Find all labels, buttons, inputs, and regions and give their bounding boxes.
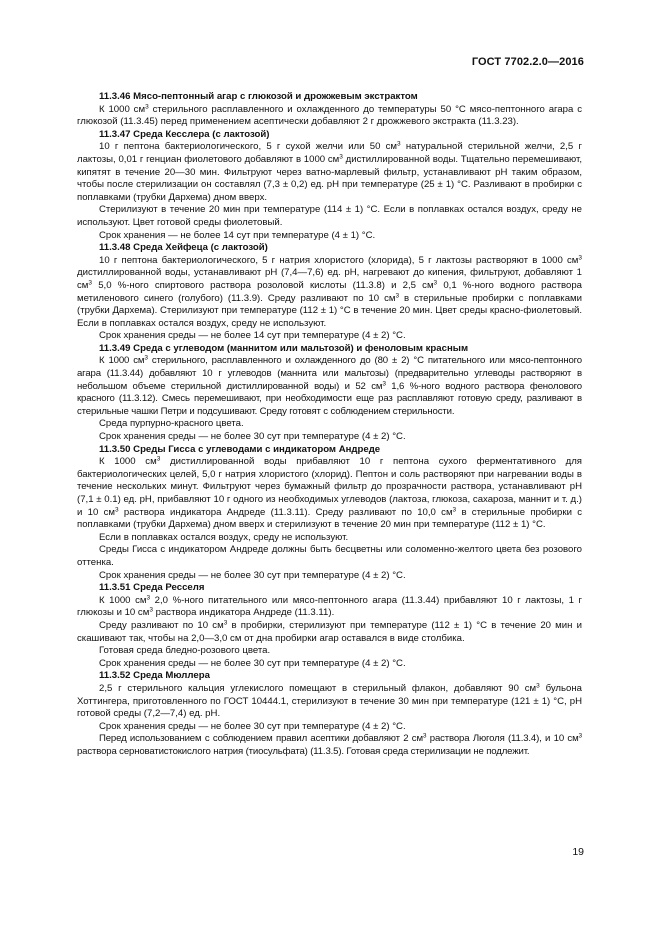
body-paragraph [77,456,582,532]
text-run: 2,5 г стерильного кальция углекислого помещают в стерильный флакон, добавляют 90 см [99,682,537,694]
body-paragraph [77,595,582,620]
body-paragraph [77,645,582,658]
text-run: 11.3.46 Мясо-пептонный агар с глюкозой и дрожжевым экстрактом [99,91,418,102]
text-run: бульона Хоттингера, приготовленного по ГОСТ 10444.1, стерилизуют в течение 30 мин при температуре (121 ± 1) °С, рН готовой среды (7,2—7,4) ед. рН. [77,682,582,720]
document-code-header: ГОСТ 7702.2.0—2016 [471,56,584,68]
text-run: 0,1 %-ного водного раствора метиленового синего (голубого) (11.3.9). Среду разливают по 10 см [77,279,582,304]
text-run: 2,0 %-ного питательного или мясо-пептонного агара (11.3.44) прибавляют 10 г лактозы, 1 г глюкозы и 10 см [77,594,582,619]
text-run: натуральной стерильной желчи, 2,5 г лактозы, 0,01 г генциан фиолетового добавляют в 1000 см [77,141,582,165]
text-run: стерильного, расплавленного и охлажденного до (80 ± 2) °С питательного или мясо-пептонного агара (11.3.44) добавляют 10 г углеводов (маннита или мальтозы) (предварительно углеводы растворяют в небольшом объеме стерильной дистиллированной воды) и 52 см [77,355,582,392]
text-run: дистиллированной воды, устанавливают рН (7,4—7,6) ед. рН, нагревают до кипения, фильтруют, добавляют 1 см [77,267,582,291]
superscript: 3 [422,732,427,740]
text-run: Среду разливают по 10 см [99,619,224,631]
text-run: К 1000 см [99,456,157,468]
superscript: 3 [578,732,582,740]
text-run: стерильного расплавленного и охлажденного до температуры 50 °С мясо-пептонного агара с глюкозой (11.3.45) перед применением асептически добавляют 2 г дрожжевого экстракта (11.3.23). [77,103,583,128]
body-paragraph [77,230,582,243]
text-run: дистиллированной воды. Тщательно перемешивают, кипятят в течение 20—30 мин. Фильтруют через ватно-марлевый фильтр, устанавливают рН таким образом, чтобы после стерилизации он составлял (7,3 ± 0,2) ед. рН при температуре (25 ± 1) °С. Разливают в пробирки с поплавками (трубки Дархема) дном вверх. [77,153,583,203]
document-body [77,91,582,758]
text-run: раствора серноватистокислого натрия (тиосульфата) (11.3.5). Готовая среда стерилизации не подлежит. [77,745,530,757]
superscript: 3 [452,506,457,514]
text-run: Срок хранения среды — не более 30 сут при температуре (4 ± 2) °С. [99,720,406,732]
text-run: в пробирки, стерилизуют при температуре (112 ± 1) °С в течение 20 мин и скашивают так, чтобы на 2,0—3,0 см от дна пробирки агар оставался в виде столбика. [77,619,582,644]
text-run: 11.3.48 Среда Хейфеца (с лактозой) [99,242,268,254]
text-run: в стерильные пробирки с поплавками (трубки Дархема) дном вверх и стерилизуют в течение 20 мин при температуре (112 ± 1) °С. [77,506,582,531]
section-heading [77,343,582,356]
superscript: 3 [146,594,151,602]
superscript: 3 [433,279,438,287]
superscript: 3 [397,140,401,148]
superscript: 3 [223,619,228,627]
section-heading [77,129,582,142]
text-run: К 1000 см [99,355,145,367]
section-heading [77,582,582,595]
body-paragraph [77,570,582,583]
body-paragraph [77,104,582,129]
superscript: 3 [536,682,540,690]
text-run: Срок хранения среды — не более 30 сут при температуре (4 ± 2) °С. [99,569,406,581]
superscript: 3 [114,506,119,514]
text-run: К 1000 см [99,103,146,115]
body-paragraph [77,330,582,343]
text-run: Среды Гисса с индикатором Андреде должны быть бесцветны или соломенно-желтого цвета без розового оттенка. [77,544,582,568]
text-run: 11.3.50 Среды Гисса с углеводами с индикатором Андреде [99,443,381,455]
superscript: 3 [382,380,386,388]
text-run: дистиллированной воды прибавляют 10 г пептона сухого ферментативного для бактериологических целей, 5,0 г натрия хлористого (хлорид). Пептон и соль растворяют при нагревании воды в течение нескольких минут. Фильтруют через бумажный фильтр до прозрачности раствора, устанавливают рН (7,1 ± 0.1) ед. рН, прибавляют 10 г одного из необходимых углеводов (лактоза, глюкоза, сахароза, маннит и т. д.) и 10 см [77,456,583,518]
page-number: 19 [572,846,584,858]
text-run: Срок хранения среды — не более 14 сут при температуре (4 ± 2) °С. [99,330,406,342]
text-run: в стерильные пробирки с поплавками (трубки Дархема). Стерилизуют при температуре (112 ± 1) °С в течение 20 мин. Цвет среды красно-фиолетовый. Если в поплавках остался воздух, среду не используют. [77,292,582,329]
body-paragraph [77,141,582,204]
body-paragraph [77,355,582,418]
body-paragraph [77,255,582,331]
text-run: раствора индикатора Андреде (11.3.11). Среду разливают по 10,0 см [118,506,453,518]
body-paragraph [77,683,582,721]
text-run: Среда пурпурно-красного цвета. [99,418,244,430]
text-run: 11.3.47 Среда Кесслера (с лактозой) [99,128,270,140]
text-run: раствора Люголя (11.3.4), и 10 см [426,733,579,745]
text-run: Перед использованием с соблюдением правил асептики добавляют 2 см [99,733,423,745]
superscript: 3 [395,292,400,299]
section-heading [77,91,582,104]
body-paragraph [77,544,582,569]
text-run: К 1000 см [99,594,147,606]
body-paragraph [77,620,582,645]
text-run: Срок хранения — не более 14 сут при температуре (4 ± 1) °С. [99,229,376,241]
text-run: 11.3.51 Среда Ресселя [99,582,205,594]
superscript: 3 [145,103,149,111]
text-run: 11.3.49 Среда с углеводом (маннитом или мальтозой) и феноловым красным [99,342,469,354]
superscript: 3 [144,354,148,362]
text-run: раствора индикатора Андреде (11.3.11). [152,607,335,619]
body-paragraph [77,733,582,758]
text-run: Срок хранения среды — не более 30 сут при температуре (4 ± 2) °С. [99,431,406,443]
text-run: Если в поплавках остался воздух, среду не используют. [99,531,349,543]
body-paragraph [77,431,582,444]
superscript: 3 [88,279,93,287]
text-run: Стерилизуют в течение 20 мин при температуре (114 ± 1) °С. Если в поплавках остался воздух, среду не используют. Цвет готовой среды фиолетовый. [77,204,582,228]
text-run: 1,6 %-ного водного раствора фенолового красного (11.3.12). Смесь перемешивают, при необходимости еще раз расплавляют готовую среду, разливают в стерильные чашки Петри и подсушивают. Среду готовят с соблюдением стерильности. [77,380,582,417]
superscript: 3 [578,254,582,262]
section-heading [77,670,582,683]
section-heading [77,242,582,255]
text-run: 11.3.52 Среда Мюллера [99,670,210,682]
body-paragraph [77,721,582,734]
text-run: 10 г пептона бактериологического, 5 г натрия хлористого (хлорида), 5 г лактозы растворяют в 1000 см [99,254,579,266]
text-run: Срок хранения среды — не более 30 сут при температуре (4 ± 2) °С. [99,657,406,669]
text-run: 10 г пептона бактериологического, 5 г сухой желчи или 50 см [99,141,398,153]
superscript: 3 [149,606,153,614]
text-run: Готовая среда бледно-розового цвета. [99,645,271,657]
body-paragraph [77,532,582,545]
superscript: 3 [156,455,161,463]
body-paragraph [77,658,582,671]
text-run: 5,0 %-ного спиртового раствора розоловой кислоты (11.3.8) и 2,5 см [92,279,434,291]
section-heading [77,444,582,457]
superscript: 3 [339,153,343,161]
body-paragraph [77,418,582,431]
body-paragraph [77,204,582,229]
